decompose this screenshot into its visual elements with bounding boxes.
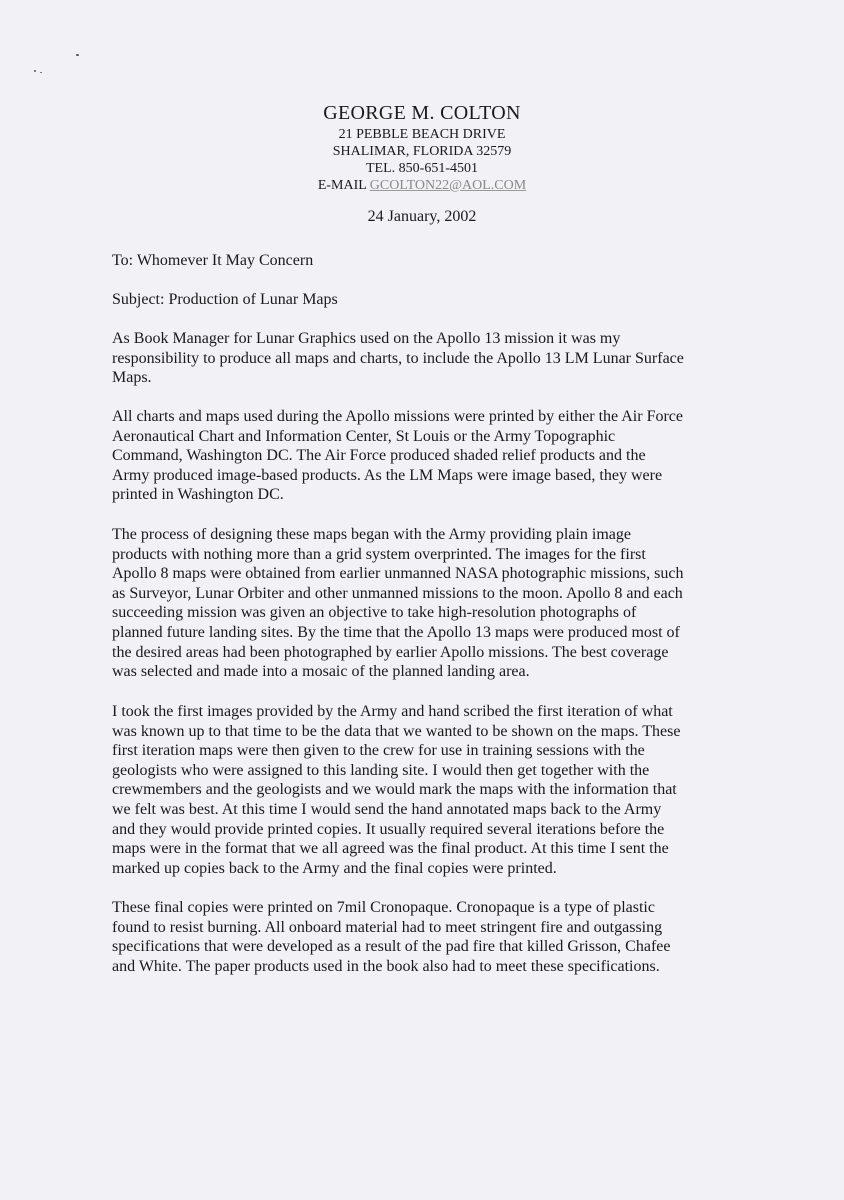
text-line: we felt was best. At this time I would send the hand annotated maps back to the Army [112, 800, 662, 818]
text-line: All charts and maps used during the Apollo missions were printed by either the Air Force [112, 408, 683, 425]
text-line: geologists who were assigned to this landing site. I would then get together with the [112, 761, 650, 779]
paragraph-2 [112, 407, 752, 505]
text-line: These final copies were printed on 7mil Cronopaque. Cronopaque is a type of plastic [112, 899, 655, 916]
letterhead [0, 100, 844, 194]
email-address-link[interactable]: GCOLTON22@AOL.COM [369, 178, 527, 193]
sender-address-line-1: 21 PEBBLE BEACH DRIVE [338, 127, 506, 142]
text-line: and they would provide printed copies. It usually required several iterations before the [112, 820, 665, 838]
sender-address-line-2: SHALIMAR, FLORIDA 32579 [332, 144, 512, 159]
letter-date: 24 January, 2002 [367, 208, 477, 225]
paragraph-3 [112, 525, 752, 682]
text-line: as Surveyor, Lunar Orbiter and other unmanned missions to the moon. Apollo 8 and each [112, 584, 683, 602]
text-line: specifications that were developed as a result of the pad fire that killed Grisson, Chafee [112, 938, 671, 956]
text-line: Aeronautical Chart and Information Center, St Louis or the Army Topographic [112, 427, 616, 445]
text-line: first iteration maps were then given to the crew for use in training sessions with the [112, 742, 645, 760]
text-line: the desired areas had been photographed by earlier Apollo missions. The best coverage [112, 643, 669, 661]
text-line: was selected and made into a mosaic of the planned landing area. [112, 663, 530, 681]
paragraph-1 [112, 329, 752, 388]
text-line: Maps. [112, 369, 152, 387]
subject-line: Subject: Production of Lunar Maps [112, 291, 338, 308]
paper-speck [40, 72, 42, 73]
text-line: The process of designing these maps began with the Army providing plain image [112, 526, 631, 543]
text-line: marked up copies back to the Army and the final copies were printed. [112, 859, 557, 877]
text-line: responsibility to produce all maps and charts, to include the Apollo 13 LM Lunar Surface [112, 349, 684, 367]
text-line: crewmembers and the geologists and we would mark the maps with the information that [112, 781, 677, 799]
text-line: I took the first images provided by the Army and hand scribed the first iteration of what [112, 703, 673, 720]
text-line: products with nothing more than a grid system overprinted. The images for the first [112, 545, 646, 563]
paper-speck [76, 54, 79, 56]
email-label: E-MAIL [317, 178, 367, 193]
paragraph-4 [112, 702, 752, 878]
text-line: and White. The paper products used in the book also had to meet these specifications. [112, 957, 660, 975]
text-line: was known up to that time to be the data that we wanted to be shown on the maps. These [112, 722, 681, 740]
text-line: Command, Washington DC. The Air Force produced shaded relief products and the [112, 447, 646, 465]
recipient-line: To: Whomever It May Concern [112, 252, 314, 269]
text-line: Apollo 8 maps were obtained from earlier unmanned NASA photographic missions, such [112, 565, 684, 583]
text-line: succeeding mission was given an objective to take high-resolution photographs of [112, 604, 637, 622]
text-line: As Book Manager for Lunar Graphics used on the Apollo 13 mission it was my [112, 330, 621, 347]
text-line: printed in Washington DC. [112, 486, 284, 504]
sender-email [0, 177, 844, 194]
paper-speck [34, 70, 36, 72]
text-line: maps were in the format that we all agreed was the final product. At this time I sent the [112, 840, 669, 858]
text-line: found to resist burning. All onboard material had to meet stringent fire and outgassing [112, 918, 663, 936]
paragraph-5 [112, 898, 752, 976]
text-line: planned future landing sites. By the time that the Apollo 13 maps were produced most of [112, 623, 680, 641]
sender-name: GEORGE M. COLTON [323, 102, 521, 124]
sender-telephone: TEL. 850-651-4501 [366, 161, 478, 176]
text-line: Army produced image-based products. As the LM Maps were image based, they were [112, 466, 663, 484]
